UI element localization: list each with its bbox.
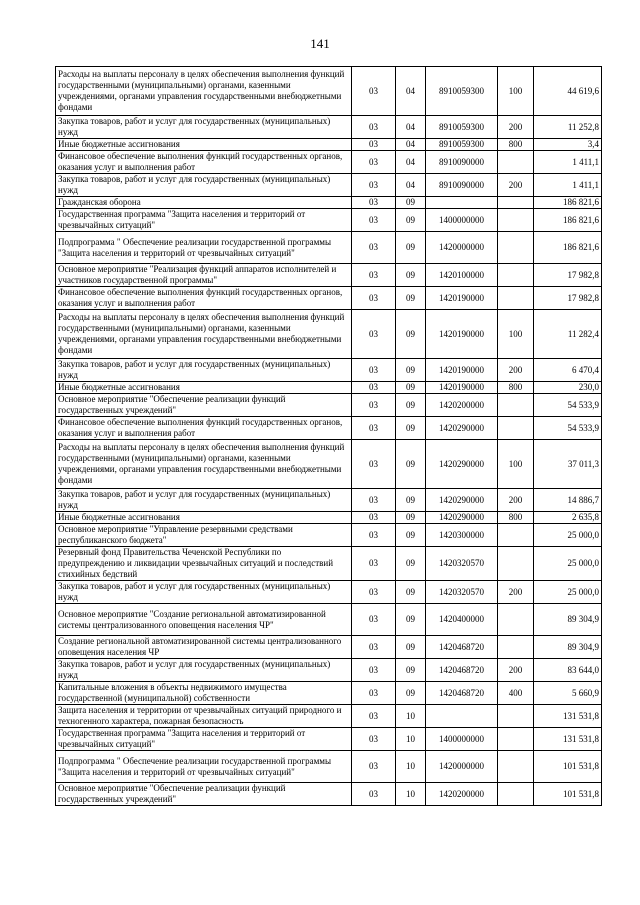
row-name-cell: Закупка товаров, работ и услуг для государственных (муниципальных) нужд (56, 489, 352, 512)
row-subsection-cell: 09 (396, 547, 426, 581)
row-section-cell: 03 (352, 524, 396, 547)
row-amount-cell: 1 411,1 (534, 151, 602, 174)
row-subsection-cell: 09 (396, 440, 426, 489)
row-amount-cell: 83 644,0 (534, 659, 602, 682)
table-row (56, 751, 602, 783)
row-name-cell: Создание региональной автоматизированной системы централизованного оповещения населения ЧР (56, 636, 352, 659)
row-target-article-cell: 1420320570 (426, 581, 498, 604)
row-expense-type-cell (498, 394, 534, 417)
row-amount-cell: 89 304,9 (534, 604, 602, 636)
table-row (56, 151, 602, 174)
row-name-cell: Расходы на выплаты персоналу в целях обеспечения выполнения функций государственными (муниципальными) органами, казенными учреждениями, органами управления государственными внебюджетными фондами (56, 440, 352, 489)
row-expense-type-cell (498, 264, 534, 287)
row-section-cell: 03 (352, 512, 396, 524)
row-name-cell: Резервный фонд Правительства Чеченской Республики по предупреждению и ликвидации чрезвычайных ситуаций и последствий стихийных бедствий (56, 547, 352, 581)
row-subsection-cell: 09 (396, 287, 426, 310)
row-target-article-cell: 1420190000 (426, 359, 498, 382)
row-section-cell: 03 (352, 705, 396, 728)
row-target-article-cell: 1420468720 (426, 682, 498, 705)
row-amount-cell: 186 821,6 (534, 197, 602, 209)
row-expense-type-cell: 100 (498, 440, 534, 489)
row-target-article-cell: 8910059300 (426, 116, 498, 139)
row-target-article-cell: 1420100000 (426, 264, 498, 287)
table-row (56, 489, 602, 512)
table-row (56, 197, 602, 209)
row-expense-type-cell: 200 (498, 359, 534, 382)
table-row (56, 581, 602, 604)
table-row (56, 232, 602, 264)
row-section-cell: 03 (352, 682, 396, 705)
row-section-cell: 03 (352, 116, 396, 139)
row-amount-cell: 25 000,0 (534, 547, 602, 581)
table-row (56, 264, 602, 287)
row-amount-cell: 14 886,7 (534, 489, 602, 512)
row-amount-cell: 186 821,6 (534, 209, 602, 232)
row-subsection-cell: 10 (396, 705, 426, 728)
row-subsection-cell: 10 (396, 728, 426, 751)
table-row (56, 209, 602, 232)
row-name-cell: Расходы на выплаты персоналу в целях обеспечения выполнения функций государственными (муниципальными) органами, казенными учреждениями, органами управления государственными внебюджетными фондами (56, 310, 352, 359)
row-name-cell: Финансовое обеспечение выполнения функций государственных органов, оказания услуг и выполнения работ (56, 151, 352, 174)
row-expense-type-cell: 400 (498, 682, 534, 705)
table-row (56, 440, 602, 489)
row-subsection-cell: 09 (396, 636, 426, 659)
row-target-article-cell: 1420200000 (426, 783, 498, 806)
row-name-cell: Закупка товаров, работ и услуг для государственных (муниципальных) нужд (56, 116, 352, 139)
row-expense-type-cell: 800 (498, 382, 534, 394)
row-target-article-cell: 1420000000 (426, 232, 498, 264)
row-subsection-cell: 04 (396, 151, 426, 174)
table-row (56, 116, 602, 139)
row-subsection-cell: 10 (396, 783, 426, 806)
row-subsection-cell: 09 (396, 209, 426, 232)
row-section-cell: 03 (352, 581, 396, 604)
row-expense-type-cell (498, 209, 534, 232)
table-row (56, 604, 602, 636)
table-row (56, 310, 602, 359)
row-name-cell: Финансовое обеспечение выполнения функций государственных органов, оказания услуг и выполнения работ (56, 417, 352, 440)
row-expense-type-cell (498, 232, 534, 264)
row-amount-cell: 17 982,8 (534, 264, 602, 287)
row-expense-type-cell: 100 (498, 67, 534, 116)
row-expense-type-cell (498, 417, 534, 440)
row-name-cell: Защита населения и территории от чрезвычайных ситуаций природного и техногенного характера, пожарная безопасность (56, 705, 352, 728)
row-amount-cell: 5 660,9 (534, 682, 602, 705)
table-row (56, 359, 602, 382)
row-expense-type-cell (498, 751, 534, 783)
table-row (56, 394, 602, 417)
row-section-cell: 03 (352, 440, 396, 489)
row-target-article-cell: 1420400000 (426, 604, 498, 636)
table-row (56, 728, 602, 751)
row-amount-cell: 11 252,8 (534, 116, 602, 139)
row-expense-type-cell (498, 636, 534, 659)
row-subsection-cell: 04 (396, 116, 426, 139)
row-expense-type-cell: 800 (498, 512, 534, 524)
row-name-cell: Закупка товаров, работ и услуг для государственных (муниципальных) нужд (56, 174, 352, 197)
row-name-cell: Государственная программа "Защита населения и территорий от чрезвычайных ситуаций" (56, 209, 352, 232)
row-name-cell: Закупка товаров, работ и услуг для государственных (муниципальных) нужд (56, 581, 352, 604)
budget-table-body (56, 67, 602, 806)
row-target-article-cell: 8910059300 (426, 67, 498, 116)
row-section-cell: 03 (352, 604, 396, 636)
row-amount-cell: 17 982,8 (534, 287, 602, 310)
row-target-article-cell: 1420300000 (426, 524, 498, 547)
row-section-cell: 03 (352, 264, 396, 287)
row-amount-cell: 2 635,8 (534, 512, 602, 524)
row-name-cell: Расходы на выплаты персоналу в целях обеспечения выполнения функций государственными (муниципальными) органами, казенными учреждениями, органами управления государственными внебюджетными фондами (56, 67, 352, 116)
table-row (56, 382, 602, 394)
row-section-cell: 03 (352, 174, 396, 197)
row-expense-type-cell (498, 547, 534, 581)
row-subsection-cell: 10 (396, 751, 426, 783)
row-section-cell: 03 (352, 783, 396, 806)
row-name-cell: Подпрограмма " Обеспечение реализации государственной программы "Защита населения и территорий от чрезвычайных ситуаций" (56, 232, 352, 264)
row-expense-type-cell (498, 728, 534, 751)
row-name-cell: Иные бюджетные ассигнования (56, 382, 352, 394)
row-name-cell: Основное мероприятие "Управление резервными средствами республиканского бюджета" (56, 524, 352, 547)
row-amount-cell: 1 411,1 (534, 174, 602, 197)
row-section-cell: 03 (352, 232, 396, 264)
row-target-article-cell: 1420000000 (426, 751, 498, 783)
budget-table (55, 66, 602, 806)
row-subsection-cell: 04 (396, 139, 426, 151)
row-amount-cell: 3,4 (534, 139, 602, 151)
row-amount-cell: 54 533,9 (534, 417, 602, 440)
row-subsection-cell: 09 (396, 581, 426, 604)
row-section-cell: 03 (352, 209, 396, 232)
row-amount-cell: 44 619,6 (534, 67, 602, 116)
row-name-cell: Основное мероприятие "Обеспечение реализации функций государственных учреждений" (56, 783, 352, 806)
row-target-article-cell: 1420468720 (426, 659, 498, 682)
row-subsection-cell: 04 (396, 67, 426, 116)
row-name-cell: Основное мероприятие "Реализация функций аппаратов исполнителей и участников государственной программы" (56, 264, 352, 287)
row-section-cell: 03 (352, 547, 396, 581)
row-target-article-cell (426, 197, 498, 209)
row-amount-cell: 11 282,4 (534, 310, 602, 359)
table-row (56, 682, 602, 705)
row-name-cell: Финансовое обеспечение выполнения функций государственных органов, оказания услуг и выполнения работ (56, 287, 352, 310)
table-row (56, 524, 602, 547)
row-subsection-cell: 09 (396, 682, 426, 705)
table-row (56, 783, 602, 806)
row-subsection-cell: 09 (396, 382, 426, 394)
row-amount-cell: 131 531,8 (534, 705, 602, 728)
row-name-cell: Подпрограмма " Обеспечение реализации государственной программы "Защита населения и территорий от чрезвычайных ситуаций" (56, 751, 352, 783)
row-target-article-cell: 1420320570 (426, 547, 498, 581)
row-subsection-cell: 09 (396, 604, 426, 636)
row-target-article-cell: 1420190000 (426, 310, 498, 359)
row-subsection-cell: 09 (396, 232, 426, 264)
row-name-cell: Иные бюджетные ассигнования (56, 139, 352, 151)
row-expense-type-cell: 100 (498, 310, 534, 359)
row-expense-type-cell: 200 (498, 174, 534, 197)
row-name-cell: Закупка товаров, работ и услуг для государственных (муниципальных) нужд (56, 659, 352, 682)
row-subsection-cell: 09 (396, 659, 426, 682)
row-section-cell: 03 (352, 751, 396, 783)
row-expense-type-cell: 200 (498, 581, 534, 604)
row-expense-type-cell (498, 197, 534, 209)
row-target-article-cell: 8910090000 (426, 174, 498, 197)
row-section-cell: 03 (352, 67, 396, 116)
row-expense-type-cell: 200 (498, 116, 534, 139)
row-expense-type-cell (498, 151, 534, 174)
row-subsection-cell: 09 (396, 264, 426, 287)
row-amount-cell: 37 011,3 (534, 440, 602, 489)
row-amount-cell: 101 531,8 (534, 783, 602, 806)
row-amount-cell: 6 470,4 (534, 359, 602, 382)
table-row (56, 174, 602, 197)
row-section-cell: 03 (352, 659, 396, 682)
row-subsection-cell: 09 (396, 524, 426, 547)
row-section-cell: 03 (352, 287, 396, 310)
row-target-article-cell: 1420200000 (426, 394, 498, 417)
row-target-article-cell: 8910090000 (426, 151, 498, 174)
row-subsection-cell: 04 (396, 174, 426, 197)
row-subsection-cell: 09 (396, 417, 426, 440)
row-amount-cell: 186 821,6 (534, 232, 602, 264)
table-row (56, 139, 602, 151)
row-target-article-cell: 1420290000 (426, 440, 498, 489)
row-subsection-cell: 09 (396, 512, 426, 524)
row-section-cell: 03 (352, 417, 396, 440)
table-row (56, 417, 602, 440)
row-subsection-cell: 09 (396, 489, 426, 512)
row-section-cell: 03 (352, 310, 396, 359)
row-target-article-cell: 8910059300 (426, 139, 498, 151)
row-target-article-cell: 1420290000 (426, 417, 498, 440)
row-expense-type-cell (498, 524, 534, 547)
page-number: 141 (310, 36, 330, 51)
row-name-cell: Основное мероприятие "Обеспечение реализации функций государственных учреждений" (56, 394, 352, 417)
row-name-cell: Закупка товаров, работ и услуг для государственных (муниципальных) нужд (56, 359, 352, 382)
row-target-article-cell: 1420290000 (426, 512, 498, 524)
table-row (56, 67, 602, 116)
row-target-article-cell: 1420190000 (426, 382, 498, 394)
row-section-cell: 03 (352, 151, 396, 174)
row-amount-cell: 25 000,0 (534, 524, 602, 547)
row-name-cell: Гражданская оборона (56, 197, 352, 209)
row-section-cell: 03 (352, 382, 396, 394)
row-subsection-cell: 09 (396, 394, 426, 417)
row-section-cell: 03 (352, 359, 396, 382)
row-name-cell: Основное мероприятие "Создание региональной автоматизированной системы централизованного оповещения населения ЧР" (56, 604, 352, 636)
row-amount-cell: 101 531,8 (534, 751, 602, 783)
row-expense-type-cell (498, 705, 534, 728)
row-amount-cell: 131 531,8 (534, 728, 602, 751)
table-row (56, 287, 602, 310)
table-row (56, 636, 602, 659)
row-target-article-cell: 1400000000 (426, 728, 498, 751)
row-expense-type-cell (498, 287, 534, 310)
row-target-article-cell: 1420190000 (426, 287, 498, 310)
row-expense-type-cell: 200 (498, 659, 534, 682)
row-name-cell: Капитальные вложения в объекты недвижимого имущества государственной (муниципальной) собственности (56, 682, 352, 705)
table-row (56, 705, 602, 728)
row-section-cell: 03 (352, 139, 396, 151)
row-subsection-cell: 09 (396, 359, 426, 382)
row-expense-type-cell (498, 783, 534, 806)
row-amount-cell: 89 304,9 (534, 636, 602, 659)
row-name-cell: Иные бюджетные ассигнования (56, 512, 352, 524)
row-target-article-cell: 1420290000 (426, 489, 498, 512)
row-name-cell: Государственная программа "Защита населения и территорий от чрезвычайных ситуаций" (56, 728, 352, 751)
row-subsection-cell: 09 (396, 310, 426, 359)
row-target-article-cell: 1400000000 (426, 209, 498, 232)
row-expense-type-cell (498, 604, 534, 636)
table-row (56, 659, 602, 682)
row-amount-cell: 230,0 (534, 382, 602, 394)
row-expense-type-cell: 200 (498, 489, 534, 512)
row-expense-type-cell: 800 (498, 139, 534, 151)
table-row (56, 512, 602, 524)
row-section-cell: 03 (352, 636, 396, 659)
table-row (56, 547, 602, 581)
row-section-cell: 03 (352, 489, 396, 512)
row-amount-cell: 25 000,0 (534, 581, 602, 604)
row-subsection-cell: 09 (396, 197, 426, 209)
row-section-cell: 03 (352, 197, 396, 209)
row-target-article-cell: 1420468720 (426, 636, 498, 659)
row-section-cell: 03 (352, 394, 396, 417)
row-section-cell: 03 (352, 728, 396, 751)
row-amount-cell: 54 533,9 (534, 394, 602, 417)
row-target-article-cell (426, 705, 498, 728)
